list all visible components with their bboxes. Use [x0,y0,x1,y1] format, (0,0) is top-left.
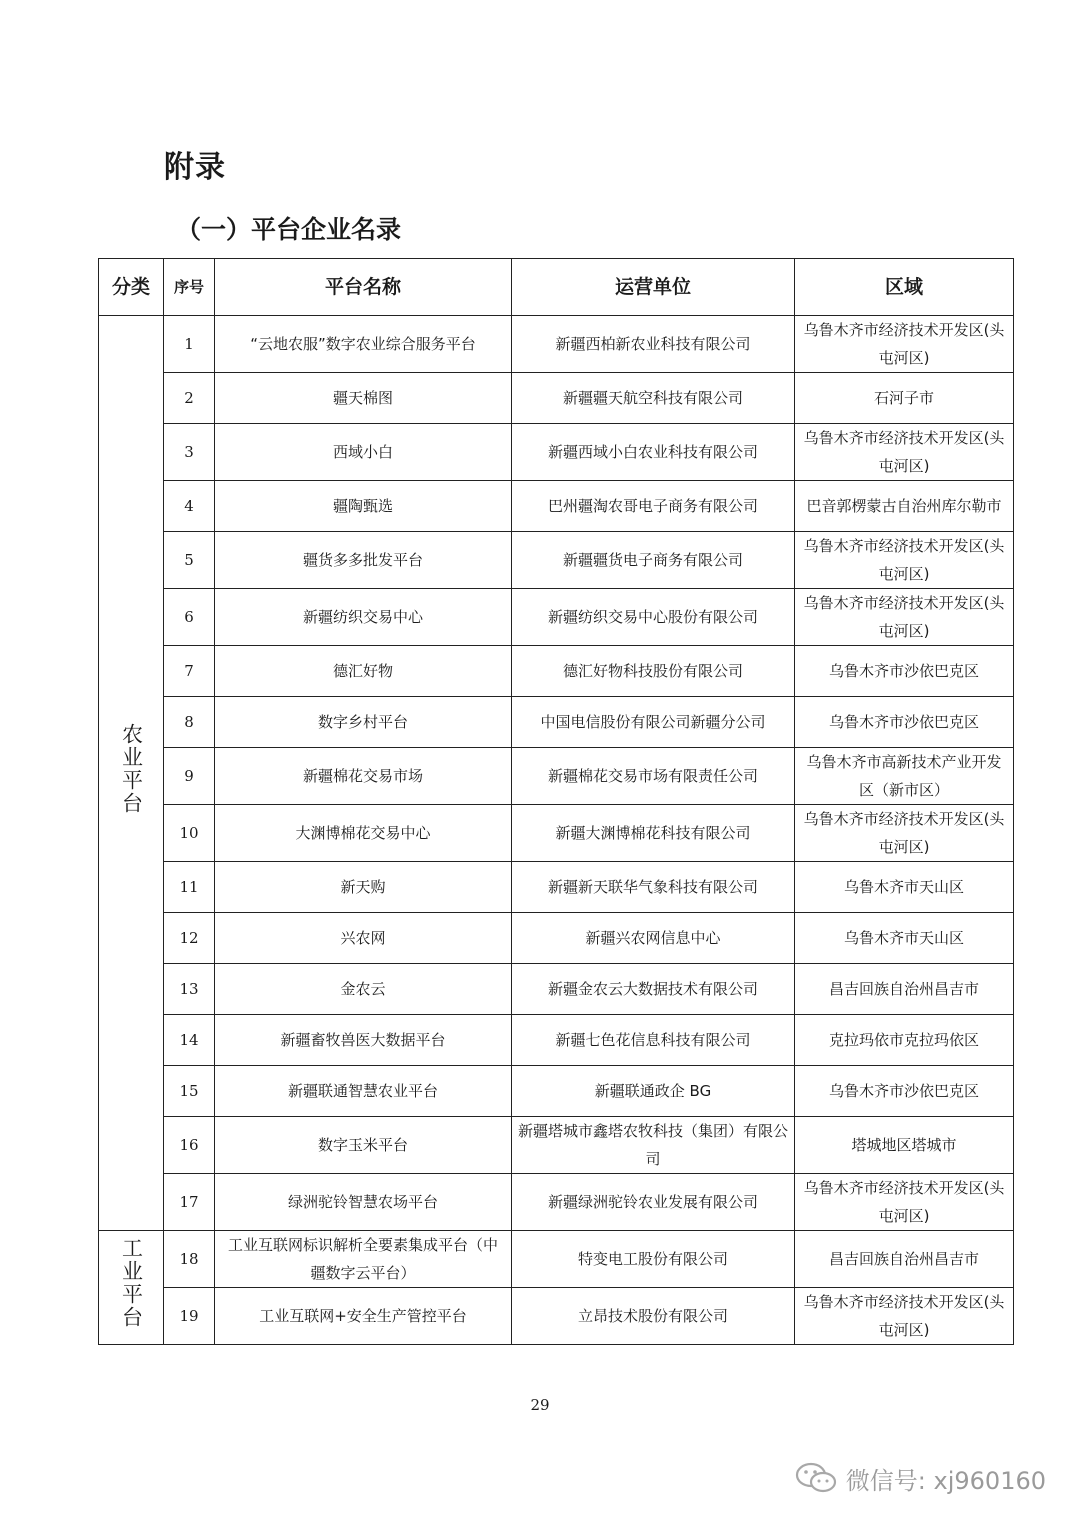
operator-cell: 新疆西柏新农业科技有限公司 [512,316,795,373]
operator-cell: 新疆西域小白农业科技有限公司 [512,424,795,481]
platform-cell: 新天购 [215,862,512,913]
operator-cell: 新疆绿洲驼铃农业发展有限公司 [512,1174,795,1231]
platform-directory-table [98,258,1014,1345]
watermark-text: 微信号: xj960160 [845,1466,1046,1495]
no-cell: 2 [164,373,215,424]
table-row [99,805,1014,862]
no-cell: 9 [164,748,215,805]
no-cell: 6 [164,589,215,646]
operator-cell: 立昂技术股份有限公司 [512,1288,795,1345]
operator-cell: 新疆纺织交易中心股份有限公司 [512,589,795,646]
region-cell: 乌鲁木齐市天山区 [795,862,1014,913]
no-cell: 13 [164,964,215,1015]
no-cell: 18 [164,1231,215,1288]
no-cell: 7 [164,646,215,697]
platform-cell: 新疆棉花交易市场 [215,748,512,805]
platform-cell: 新疆联通智慧农业平台 [215,1066,512,1117]
operator-cell: 新疆七色花信息科技有限公司 [512,1015,795,1066]
wechat-watermark [794,1460,1046,1496]
category-label: 工业平台 [119,1237,144,1329]
region-cell: 昌吉回族自治州昌吉市 [795,1231,1014,1288]
platform-cell: 德汇好物 [215,646,512,697]
region-cell: 石河子市 [795,373,1014,424]
table-row [99,913,1014,964]
table-row [99,1066,1014,1117]
page-number: 29 [530,1396,550,1414]
platform-cell: 大渊博棉花交易中心 [215,805,512,862]
category-label: 农业平台 [119,722,144,815]
region-cell: 乌鲁木齐市经济技术开发区(头屯河区) [795,316,1014,373]
table-row [99,373,1014,424]
operator-cell: 巴州疆淘农哥电子商务有限公司 [512,481,795,532]
page-heading: 附录 [164,150,226,185]
table-row [99,1117,1014,1174]
table-row [99,424,1014,481]
region-cell: 克拉玛依市克拉玛依区 [795,1015,1014,1066]
platform-cell: 兴农网 [215,913,512,964]
table-row [99,589,1014,646]
section-heading: （一）平台企业名录 [176,215,402,244]
operator-cell: 特变电工股份有限公司 [512,1231,795,1288]
no-cell: 1 [164,316,215,373]
platform-cell: “云地农服”数字农业综合服务平台 [215,316,512,373]
region-cell: 巴音郭楞蒙古自治州库尔勒市 [795,481,1014,532]
platform-cell: 新疆畜牧兽医大数据平台 [215,1015,512,1066]
operator-cell: 新疆疆货电子商务有限公司 [512,532,795,589]
no-cell: 10 [164,805,215,862]
table-body [99,316,1014,1345]
platform-cell: 新疆纺织交易中心 [215,589,512,646]
platform-cell: 数字玉米平台 [215,1117,512,1174]
no-cell: 8 [164,697,215,748]
table-row [99,1015,1014,1066]
operator-cell: 新疆塔城市鑫塔农牧科技（集团）有限公司 [512,1117,795,1174]
operator-cell: 德汇好物科技股份有限公司 [512,646,795,697]
table-row [99,1231,1014,1288]
category-cell [99,316,164,1231]
platform-cell: 数字乡村平台 [215,697,512,748]
header-no: 序号 [164,259,215,316]
table-row [99,532,1014,589]
operator-cell: 新疆疆天航空科技有限公司 [512,373,795,424]
table-header-row [99,259,1014,316]
region-cell: 昌吉回族自治州昌吉市 [795,964,1014,1015]
operator-cell: 新疆新天联华气象科技有限公司 [512,862,795,913]
header-category: 分类 [99,259,164,316]
table-row [99,964,1014,1015]
table-row [99,748,1014,805]
no-cell: 5 [164,532,215,589]
platform-cell: 疆陶甄选 [215,481,512,532]
region-cell: 塔城地区塔城市 [795,1117,1014,1174]
table-row [99,862,1014,913]
region-cell: 乌鲁木齐市经济技术开发区(头屯河区) [795,589,1014,646]
table-row [99,481,1014,532]
table-row [99,1174,1014,1231]
no-cell: 17 [164,1174,215,1231]
table-row [99,1288,1014,1345]
region-cell: 乌鲁木齐市经济技术开发区(头屯河区) [795,532,1014,589]
wechat-icon [794,1460,838,1496]
no-cell: 12 [164,913,215,964]
region-cell: 乌鲁木齐市经济技术开发区(头屯河区) [795,1174,1014,1231]
region-cell: 乌鲁木齐市天山区 [795,913,1014,964]
region-cell: 乌鲁木齐市高新技术产业开发区（新市区） [795,748,1014,805]
no-cell: 4 [164,481,215,532]
header-operator: 运营单位 [512,259,795,316]
table-row [99,316,1014,373]
operator-cell: 新疆兴农网信息中心 [512,913,795,964]
region-cell: 乌鲁木齐市沙依巴克区 [795,697,1014,748]
no-cell: 14 [164,1015,215,1066]
no-cell: 16 [164,1117,215,1174]
platform-cell: 工业互联网标识解析全要素集成平台（中疆数字云平台） [215,1231,512,1288]
operator-cell: 新疆金农云大数据技术有限公司 [512,964,795,1015]
table-row [99,697,1014,748]
operator-cell: 中国电信股份有限公司新疆分公司 [512,697,795,748]
category-cell [99,1231,164,1345]
region-cell: 乌鲁木齐市沙依巴克区 [795,646,1014,697]
region-cell: 乌鲁木齐市经济技术开发区(头屯河区) [795,1288,1014,1345]
no-cell: 15 [164,1066,215,1117]
platform-cell: 绿洲驼铃智慧农场平台 [215,1174,512,1231]
platform-cell: 工业互联网+安全生产管控平台 [215,1288,512,1345]
operator-cell: 新疆大渊博棉花科技有限公司 [512,805,795,862]
table-row [99,646,1014,697]
platform-cell: 金农云 [215,964,512,1015]
no-cell: 3 [164,424,215,481]
header-region: 区域 [795,259,1014,316]
platform-cell: 疆天棉图 [215,373,512,424]
platform-cell: 疆货多多批发平台 [215,532,512,589]
region-cell: 乌鲁木齐市经济技术开发区(头屯河区) [795,424,1014,481]
platform-cell: 西域小白 [215,424,512,481]
no-cell: 11 [164,862,215,913]
region-cell: 乌鲁木齐市经济技术开发区(头屯河区) [795,805,1014,862]
no-cell: 19 [164,1288,215,1345]
region-cell: 乌鲁木齐市沙依巴克区 [795,1066,1014,1117]
operator-cell: 新疆棉花交易市场有限责任公司 [512,748,795,805]
header-platform: 平台名称 [215,259,512,316]
operator-cell: 新疆联通政企 BG [512,1066,795,1117]
